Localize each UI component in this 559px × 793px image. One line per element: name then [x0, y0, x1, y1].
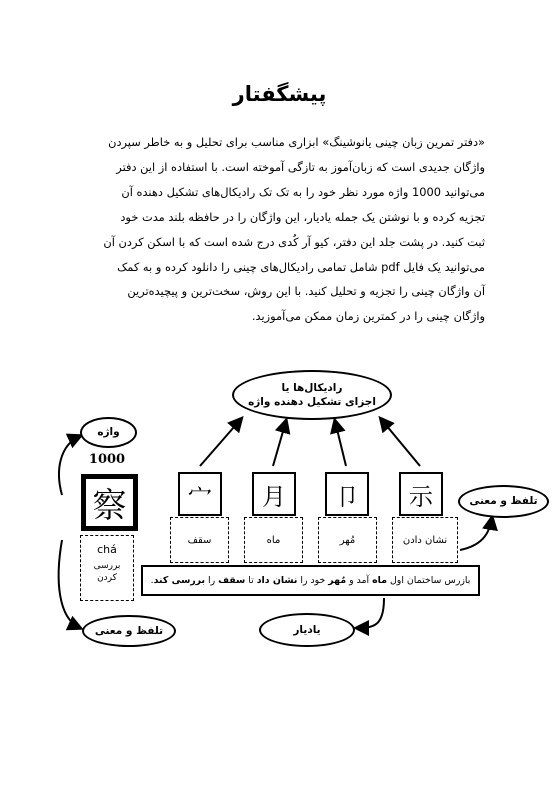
radical-meaning: سقف	[187, 534, 212, 546]
mnemonic-part: سقف	[218, 575, 246, 586]
pronunciation-ellipse-left	[82, 615, 176, 647]
word-label-ellipse	[80, 417, 137, 448]
paragraph-line: می‌توانید یک فایل pdf شامل تمامی رادیکال‌های چینی را دانلود کرده و به کمک	[117, 259, 485, 274]
mnemonic-part: را	[205, 575, 219, 586]
radical-meaning: ماه	[266, 534, 281, 546]
pinyin: chá	[97, 543, 117, 556]
radical-box-4	[399, 472, 443, 516]
mnemonic-part: ماه	[372, 575, 387, 586]
mnemonic-label: یادیار	[293, 623, 321, 636]
radicals-label-line2: اجزای تشکیل دهنده واژه	[248, 396, 376, 408]
mnemonic-part: مُهر	[328, 575, 347, 586]
paragraph-line: واژگان جدیدی است که زبان‌آموز به تازگی آموخته است. با استفاده از این دفتر	[116, 159, 485, 174]
mnemonic-part: آمد و	[346, 575, 373, 586]
main-character: 察	[92, 486, 127, 526]
mnemonic-part: خود را	[297, 575, 329, 586]
mnemonic-ellipse	[259, 613, 355, 647]
radical-glyph: 示	[409, 482, 433, 511]
arrow-to-pron-left	[59, 540, 80, 628]
radical-meaning: مُهر	[339, 534, 356, 546]
radical-meaning: نشان دادن	[402, 534, 448, 546]
mnemonic-sentence	[151, 575, 471, 586]
radical-glyph: 宀	[188, 482, 212, 511]
radical-meaning-box-1	[170, 517, 229, 563]
arrow-radical-4	[381, 419, 420, 466]
arrow-to-pron-right	[460, 518, 492, 550]
mnemonic-part: .	[150, 575, 154, 586]
paragraph-line: «دفتر تمرین زبان چینی یانوشینگ» ابزاری مناسب برای تحلیل و به خاطر سپردن	[108, 135, 485, 149]
mnemonic-part: بررسی کند	[153, 575, 206, 586]
radical-box-3	[325, 472, 369, 516]
radical-meaning-box-4	[392, 517, 458, 563]
radicals-ellipse	[232, 370, 392, 420]
word-count: 1000	[88, 452, 126, 467]
pronunciation-ellipse-right	[458, 485, 549, 518]
pronunciation-label-right: تلفظ و معنی	[469, 495, 538, 508]
paragraph-line: آن واژگان چینی را تجزیه و تحلیل کنید. با این روش، سخت‌ترین و پیچیده‌ترین	[127, 284, 485, 299]
arrow-to-word-label	[59, 436, 80, 495]
radical-glyph: 卩	[335, 482, 359, 511]
paragraph-line: واژگان چینی را در کمترین زمان ممکن می‌آموزید.	[251, 309, 485, 324]
word-label: واژه	[97, 426, 120, 439]
mnemonic-part: تا	[245, 575, 257, 586]
arrow-radical-1	[200, 419, 241, 466]
radical-meaning-box-3	[318, 517, 377, 563]
mnemonic-part: بازرس ساختمان اول	[387, 575, 471, 586]
arrow-to-mnemonic	[357, 598, 384, 628]
radical-meaning-box-2	[244, 517, 303, 563]
mnemonic-part: نشان داد	[256, 575, 298, 586]
mnemonic-sentence-box	[141, 565, 480, 596]
main-character-box	[81, 474, 138, 531]
radical-glyph: 月	[262, 482, 286, 511]
page-title: پیشگفتار	[232, 82, 327, 106]
pronunciation-box	[80, 535, 134, 601]
radicals-label-line1: رادیکال‌ها یا	[281, 381, 343, 394]
paragraph-line: ثبت کنید. در پشت جلد این دفتر، کیو آر کُدی درج شده است که با اسکن کردن آن	[103, 234, 485, 249]
intro-paragraph	[74, 130, 485, 329]
arrow-radical-3	[335, 421, 346, 466]
word-meaning: بررسی کردن	[93, 561, 121, 584]
pronunciation-label-left: تلفظ و معنی	[94, 624, 164, 637]
paragraph-line: می‌توانید 1000 واژه مورد نظر خود را به تک تک رادیکال‌های تشکیل دهنده آن	[121, 184, 485, 199]
radical-box-2	[252, 472, 296, 516]
arrow-radical-2	[273, 421, 286, 466]
paragraph-line: تجزیه کرده و با نوشتن یک جمله یادیار، این واژگان را در حافظه بلند مدت خود	[120, 209, 485, 224]
radical-box-1	[178, 472, 222, 516]
